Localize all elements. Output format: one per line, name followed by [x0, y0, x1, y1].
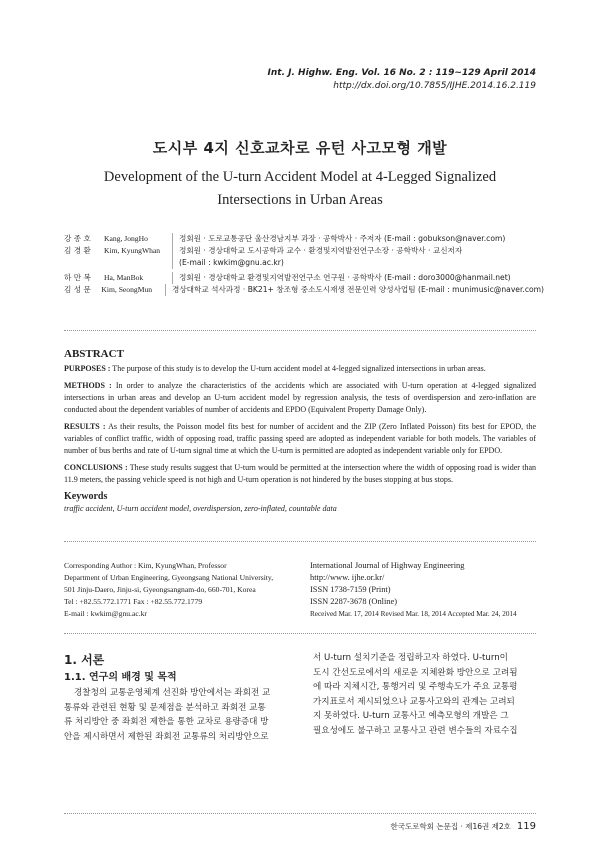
page-footer	[390, 821, 536, 832]
author-affiliation: 경상대학교 석사과정 · BK21+ 창조형 중소도시재생 전문인력 양성사업팀 (E-mail : munimusic@naver.com)	[165, 284, 544, 296]
journal-info-block	[310, 560, 540, 620]
journal-name: International Journal of Highway Engineering	[310, 561, 465, 570]
conclusions-text: These study results suggest that U-turn would be permitted at the intersection where the width of opposing road is wider than 11.9 meters, the passing vehicle speed is not high and U-turn operation is not hindered by the buses stopping at bus stops.	[64, 463, 537, 484]
abstract-section	[64, 348, 536, 515]
section-title: 1. 서론	[64, 653, 105, 667]
author-affiliation	[172, 245, 544, 269]
correspondence-block	[64, 560, 304, 620]
purposes-text: The purpose of this study is to develop the U-turn accident model at 4-legged signalized intersections in urban areas.	[110, 364, 486, 373]
author-name-english: Ha, ManBok	[104, 273, 144, 282]
divider	[64, 633, 536, 634]
abstract-conclusions	[64, 462, 536, 486]
korean-title: 도시부 4지 신호교차로 유턴 사고모형 개발	[152, 139, 448, 157]
subsection-title: 1.1. 연구의 배경 및 목적	[64, 672, 177, 683]
issn-online: ISSN 2287-3678 (Online)	[310, 597, 398, 606]
address: 501 Jinju-Daero, Jinju-si, Gyeongsangnam-do, 660-701, Korea	[64, 585, 256, 594]
affiliation-text: 정회원 · 경상대학교 도시공학과 교수 · 환경및지역발전연구소장 · 공학박사 · 교신저자	[179, 246, 463, 255]
body-column-right	[313, 651, 535, 739]
author-row	[64, 284, 544, 296]
department: Department of Urban Engineering, Gyeongsang National University,	[64, 573, 274, 582]
submission-dates: Received Mar. 17, 2014 Revised Mar. 18, 2014 Accepted Mar. 24, 2014	[310, 610, 517, 618]
results-text: As their results, the Poisson model fits best for number of accident and the ZIP (Zero Inflated Poisson) fits best for EPOD, the variables of conflict traffic, width of opposing road, traffic passing speed are adopted as independent variable for both models. The variables of number of bus berths and rate of U-turn signal time at which the U-turn is permitted are adopted as independent variable only for EPDO.	[64, 422, 537, 455]
keywords-list: traffic accident, U-turn accident model, overdispersion, zero-inflated, countable data	[64, 504, 337, 513]
page-number: 119	[516, 821, 536, 832]
body-line: 지 못하였다. U-turn 교통사고 예측모형의 개발은 그	[313, 711, 509, 722]
abstract-results	[64, 421, 536, 457]
author-affiliation: 정회원 · 도로교통공단 울산경남지부 과장 · 공학박사 · 주저자 (E-mail : gobukson@naver.com)	[172, 233, 544, 245]
body-line: 가지표로서 제시되었으나 교통사고와의 관계는 고려되	[313, 696, 515, 707]
body-column-left	[64, 686, 286, 744]
corr-email: E-mail : kwkim@gnu.ac.kr	[64, 609, 147, 618]
footer-journal: 한국도로학회 논문집 · 제16권 제2호	[390, 822, 511, 831]
doi-link[interactable]: http://dx.doi.org/10.7855/IJHE.2014.16.2.119	[333, 81, 536, 91]
affiliation-email: (E-mail : kwkim@gnu.ac.kr)	[179, 258, 284, 267]
keywords-heading: Keywords	[64, 491, 108, 502]
body-line: 서 U-turn 설치기준을 정립하고자 하였다. U-turn이	[313, 653, 508, 663]
abstract-heading: ABSTRACT	[64, 348, 124, 360]
abstract-methods	[64, 380, 536, 416]
author-name-english: Kim, SeongMun	[101, 285, 153, 294]
english-title-line1: Development of the U-turn Accident Model at 4-Legged Signalized	[103, 169, 497, 185]
divider	[64, 330, 536, 331]
body-line: 도시 간선도로에서의 새로운 지체완화 방안으로 고려됨	[313, 667, 518, 678]
author-list	[64, 233, 544, 296]
journal-url[interactable]: http://www. ijhe.or.kr/	[310, 573, 385, 582]
author-name-korean: 강 종 호	[64, 234, 91, 243]
author-name-english: Kim, KyungWhan	[104, 246, 161, 255]
methods-text: In order to analyze the characteristics of the accidents which are associated with U-turn operation at 4-legged signalized intersections in urban areas and develop an U-turn accident model by regression analysis, the tests of overdispersion and zero-inflation are conducted about the dependent variables of number of accidents and EPDO (Equivalent Property Damage Only).	[64, 381, 536, 414]
methods-label: METHODS :	[64, 381, 112, 390]
abstract-purposes	[64, 363, 536, 375]
journal-citation: Int. J. Highw. Eng. Vol. 16 No. 2 : 119~129 April 2014	[267, 68, 536, 78]
english-title-line2: Intersections in Urban Areas	[217, 192, 383, 208]
body-line: 에 따라 지체시간, 통행거리 및 주행속도가 주요 교통평	[313, 682, 518, 693]
body-line: 통류와 관련된 현황 및 문제점을 분석하고 좌회전 교통	[64, 702, 266, 713]
corresponding-author: Corresponding Author : Kim, KyungWhan, Professor	[64, 561, 227, 570]
author-name-korean: 김 경 환	[64, 246, 91, 255]
body-line: 안을 제시하면서 제한된 좌회전 교통류의 처리방안으로	[64, 731, 269, 742]
author-name-korean: 하 만 복	[64, 273, 91, 282]
author-row	[64, 272, 544, 284]
author-row	[64, 233, 544, 245]
body-line: 필요성에도 불구하고 교통사고 관련 변수들의 자료수집	[313, 725, 518, 736]
author-name-english: Kang, JongHo	[104, 234, 148, 243]
phone-fax: Tel : +82.55.772.1771 Fax : +82.55.772.1779	[64, 597, 203, 606]
body-line: 경찰청의 교통운영체계 선진화 방안에서는 좌회전 교	[74, 688, 271, 698]
author-affiliation: 정회원 · 경상대학교 환경및지역발전연구소 연구원 · 공학박사 (E-mail : doro3000@hanmail.net)	[172, 272, 544, 284]
conclusions-label: CONCLUSIONS :	[64, 463, 128, 472]
divider	[64, 541, 536, 542]
journal-header	[268, 67, 536, 93]
english-title	[80, 166, 520, 212]
body-line: 류 처리방안 중 좌회전 제한을 통한 교차로 용량증대 방	[64, 717, 269, 728]
footer-divider	[64, 813, 536, 814]
purposes-label: PURPOSES :	[64, 364, 111, 373]
author-row	[64, 245, 544, 269]
results-label: RESULTS :	[64, 422, 106, 431]
issn-print: ISSN 1738-7159 (Print)	[310, 585, 391, 594]
author-name-korean: 김 성 문	[64, 285, 91, 294]
